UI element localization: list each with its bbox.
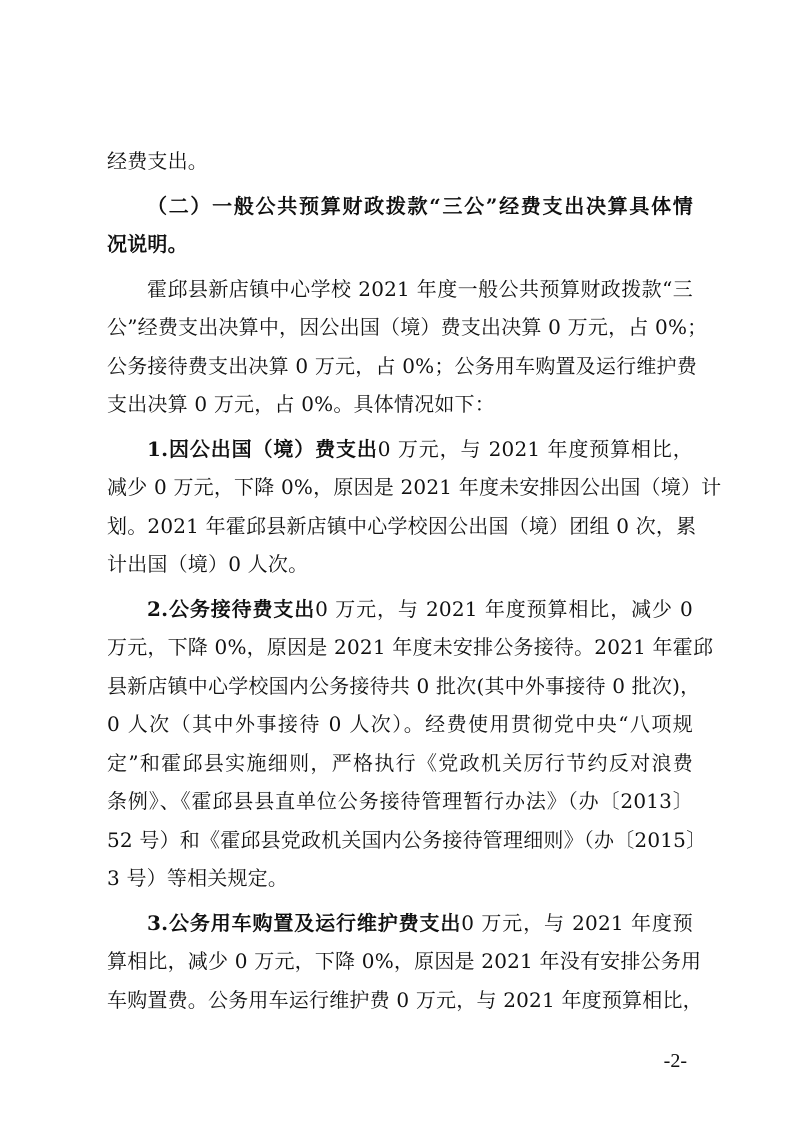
paragraph-line: 条例》、《霍邱县县直单位公务接待管理暂行办法》（办〔2013〕 [107, 789, 693, 813]
paragraph-line: 万元，下降 0%，原因是 2021 年度未安排公务接待。2021 年霍邱 [107, 635, 714, 659]
item-heading: 3.公务用车购置及运行维护费支出 [147, 910, 462, 935]
paragraph-line: 3.公务用车购置及运行维护费支出0 万元，与 2021 年度预 [147, 910, 693, 935]
document-body [107, 142, 722, 1019]
paragraph-line: 划。2021 年霍邱县新店镇中心学校因公出国（境）团组 0 次，累 [107, 513, 697, 538]
paragraph-line: 1.因公出国（境）费支出0 万元，与 2021 年度预算相比， [147, 436, 693, 461]
paragraph-line: 公”经费支出决算中，因公出国（境）费支出决算 0 万元，占 0%； [107, 315, 708, 339]
paragraph-line: 县新店镇中心学校国内公务接待共 0 批次(其中外事接待 0 批次)， [107, 673, 701, 698]
paragraph-line: 2.公务接待费支出0 万元，与 2021 年度预算相比，减少 0 [147, 596, 693, 621]
paragraph-line: 计出国（境）0 人次。 [107, 552, 309, 576]
paragraph-line: 3 号）等相关规定。 [107, 866, 289, 890]
paragraph-line: 经费支出。 [107, 149, 208, 173]
paragraph-line: 车购置费。公务用车运行维护费 0 万元，与 2021 年度预算相比， [107, 987, 703, 1012]
paragraph-line: 算相比，减少 0 万元，下降 0%，原因是 2021 年没有安排公务用 [107, 949, 702, 973]
item-heading: 2.公务接待费支出 [147, 596, 316, 621]
page-number: -2- [663, 1050, 687, 1072]
paragraph-line: 定”和霍邱县实施细则，严格执行《党政机关厉行节约反对浪费 [107, 750, 693, 775]
section-heading: 况说明。 [107, 232, 188, 256]
paragraph-line: 霍邱县新店镇中心学校 2021 年度一般公共预算财政拨款“三 [147, 276, 693, 301]
paragraph-line: 0 人次（其中外事接待 0 人次）。经费使用贯彻党中央“八项规 [107, 712, 693, 736]
paragraph-line: 公务接待费支出决算 0 万元，占 0%；公务用车购置及运行维护费 [107, 353, 697, 378]
paragraph-line: 支出决算 0 万元，占 0%。具体情况如下： [107, 392, 495, 416]
paragraph-line: 减少 0 万元，下降 0%，原因是 2021 年度未安排因公出国（境）计 [107, 475, 722, 499]
paragraph-line: 52 号）和《霍邱县党政机关国内公务接待管理细则》（办〔2015〕 [107, 827, 707, 852]
section-heading: （二）一般公共预算财政拨款“三公”经费支出决算具体情 [147, 193, 693, 218]
item-heading: 1.因公出国（境）费支出 [147, 436, 378, 461]
